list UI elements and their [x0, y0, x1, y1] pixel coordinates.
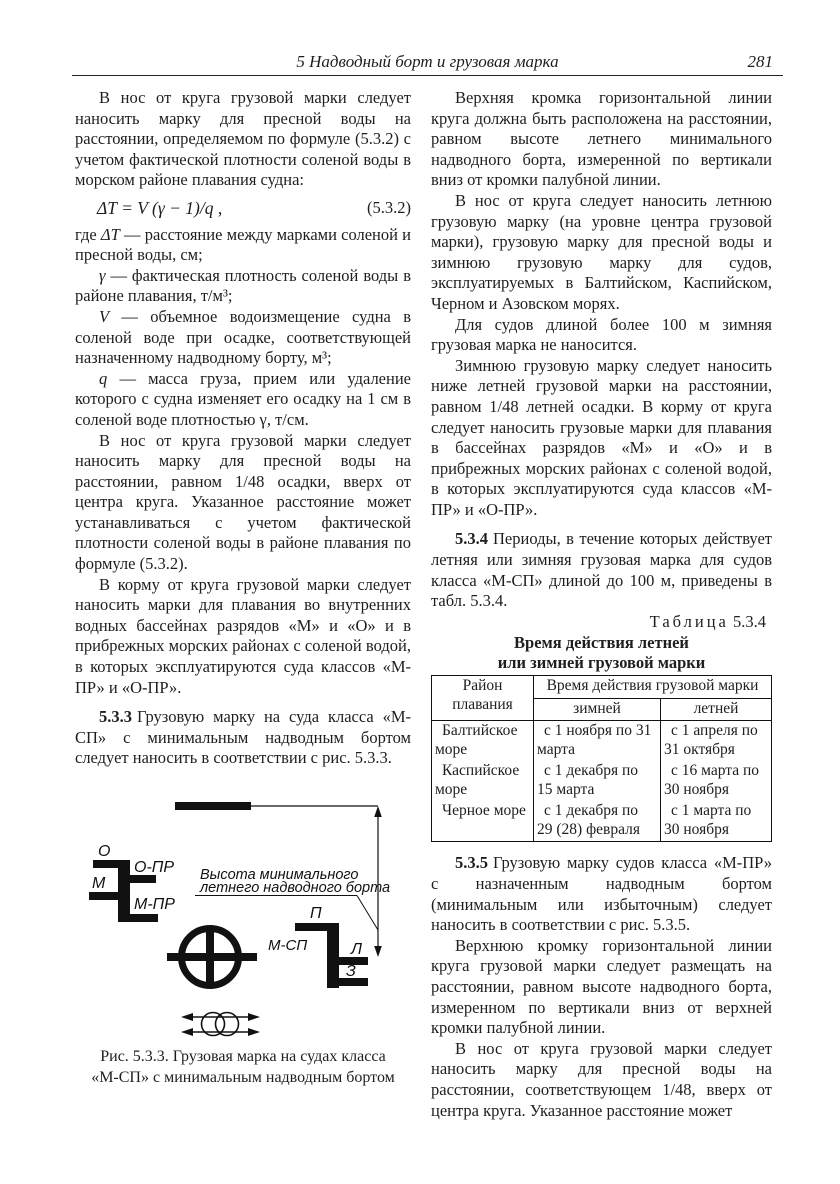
label-o-pr: О-ПР — [134, 859, 175, 876]
o-pr-mark-bar — [130, 875, 156, 883]
dimension-arrow-up — [374, 806, 382, 817]
section-5-3-5 — [431, 853, 772, 935]
m-pr-mark-bar — [130, 914, 158, 922]
section-text: Периоды, в течение которых действует летняя или зимняя грузовая марка для судов класса «М-СП» длиной до 100 м, приведены в табл. 5.3.4. — [431, 529, 772, 611]
figure-5-3-3 — [75, 795, 411, 1047]
section-text: Грузовую марку судов класса «М-ПР» с назначенным надводным бортом (минимальным или избыточным) следует наносить в соответствии с рис. 5.3.5. — [431, 853, 772, 935]
dimension-arrow-down — [374, 946, 382, 957]
left-comb-vertical-bar — [118, 860, 130, 922]
annotation-line-2: летнего надводного борта — [200, 880, 391, 896]
definition-term: q — [99, 368, 108, 388]
formula-expression: ΔT = V (γ − 1)/q , — [97, 197, 223, 218]
load-line-drawing — [75, 795, 411, 1047]
section-5-3-3 — [75, 707, 411, 769]
cell-summer: с 1 апреля по 31 октября — [661, 721, 772, 762]
table-label-word: Таблица — [649, 611, 729, 631]
symbol-arrowhead — [248, 1028, 260, 1036]
cell-winter: с 1 декабря по 29 (28) февраля — [534, 801, 661, 842]
definition-q — [75, 369, 411, 431]
label-p: П — [310, 905, 322, 922]
definition-prefix: где — [75, 224, 101, 244]
definition-v — [75, 307, 411, 369]
table-header-summer: летней — [661, 698, 772, 721]
load-line-vertical-bar — [206, 928, 214, 986]
section-number: 5.3.5 — [455, 853, 488, 873]
definition-text: — объемное водоизмещение судна в соленой воде при осадке, соответствующей назначенному надводному борту, м³; — [75, 306, 411, 368]
page-number: 281 — [747, 52, 773, 71]
figure-caption — [75, 1046, 411, 1088]
paragraph-fresh-water: В нос от круга грузовой марки следует наносить марку для пресной воды на расстоянии, равном 1/48 осадки, вверх от центра круга. Указанное расстояние может устанавливаться с учетом фактической плотности соленой воды в районе плавания по формуле (5.3.2). — [75, 430, 411, 574]
label-z: З — [346, 963, 356, 980]
paragraph-stern: В корму от круга грузовой марки следует наносить марки для плавания во внутренних водных бассейнах разрядов «М» и «О» и в прибрежных морских районах с соленой водой, в которых эксплуатируются суда классов «М-ПР» и «О-ПР». — [75, 574, 411, 697]
formula-number: (5.3.2) — [367, 197, 411, 217]
section-text: Грузовую марку на суда класса «М-СП» с минимальным надводным бортом следует наносить в соответствии с рис. 5.3.3. — [75, 707, 411, 768]
table-header-region: Район плавания — [432, 676, 534, 721]
paragraph-bow: В нос от круга следует наносить летнюю грузовую марку (на уровне центра грузовой марки), грузовую марку для пресной воды и зимнюю грузовую марку для судов, эксплуатируемых в Балтийском, Каспийском, Черном и Азовском морях. — [431, 190, 772, 313]
section-number: 5.3.3 — [99, 707, 132, 727]
table-row — [432, 801, 772, 842]
table-label — [431, 612, 772, 633]
symbol-arrowhead — [248, 1013, 260, 1021]
m-mark-bar — [89, 892, 118, 900]
section-number: 5.3.4 — [455, 529, 488, 549]
cell-summer: с 1 марта по 30 ноября — [661, 801, 772, 842]
cell-winter: с 1 ноября по 31 марта — [534, 721, 661, 762]
paragraph-last: В нос от круга грузовой марки следует наносить марку для пресной воды на расстоянии, соответствующем 1/48, вверх от центра круга. Указанное расстояние может — [431, 1038, 772, 1120]
definition-term: V — [99, 306, 110, 326]
paragraph-winter: Зимнюю грузовую марку следует наносить ниже летней грузовой марки на расстоянии, равном 1/48 летней осадки. В корму от круга следует наносить грузовые марки для плавания в бассейнах разрядов «М» и «О» и в прибрежных морских районах с соленой водой, в которых эксплуатируются суда классов «М-ПР» и «О-ПР». — [431, 355, 772, 519]
label-m-pr: М-ПР — [134, 896, 175, 913]
paragraph-top-edge: Верхняя кромка горизонтальной линии круга должна быть расположена на расстоянии, равном высоте летнего минимального надводного борта, измеренной по вертикали вниз от кромки палубной линии. — [431, 88, 772, 190]
symbol-arrowhead — [181, 1013, 193, 1021]
paragraph-upper-edge: Верхнюю кромку горизонтальной линии круга грузовой марки следует размещать на расстоянии, равном высоте надводного борта, измеренном по вертикали вниз от верхней кромки палубной линии. — [431, 935, 772, 1038]
definition-term: ΔT — [100, 224, 120, 244]
figure-caption-line-2: «М-СП» с минимальным надводным бортом — [91, 1069, 395, 1086]
paragraph-length: Для судов длиной более 100 м зимняя грузовая марка не наносится. — [431, 314, 772, 355]
table-title-line-1: Время действия летней — [514, 633, 689, 653]
cell-region: Черное море — [442, 802, 526, 820]
table-header-winter: зимней — [534, 698, 661, 721]
table-row — [432, 761, 772, 801]
table-row — [432, 721, 772, 762]
load-line-periods-table — [431, 675, 772, 842]
label-m: М — [92, 875, 106, 892]
table-title — [431, 633, 772, 672]
definition-delta-t — [75, 225, 411, 266]
definition-text: — фактическая плотность соленой воды в районе плавания, т/м³; — [75, 265, 411, 306]
annotation-leader-line — [357, 896, 378, 931]
annotation-line-1: Высота минимального — [200, 867, 359, 883]
cell-winter: с 1 декабря по 15 марта — [534, 761, 661, 801]
right-comb-vertical-bar — [327, 923, 339, 988]
o-mark-bar — [93, 860, 118, 868]
section-5-3-4 — [431, 529, 772, 611]
definition-gamma — [75, 266, 411, 307]
paragraph-intro: В нос от круга грузовой марки следует наносить марку для пресной воды на расстоянии, определяемом по формуле (5.3.2) с учетом фактической плотности соленой воды в морском районе плавания судна: — [75, 88, 411, 190]
label-m-sp: М-СП — [268, 937, 308, 954]
cell-summer: с 16 марта по 30 ноября — [661, 761, 772, 801]
definition-text: — масса груза, прием или удаление которого с судна изменяет его осадку на 1 см в соленой воде плотностью γ, т/см. — [75, 368, 411, 429]
definition-text: — расстояние между марками соленой и пресной воды, см; — [75, 224, 412, 265]
symbol-arrowhead — [181, 1028, 193, 1036]
left-column — [75, 88, 411, 769]
definition-term: γ — [99, 265, 106, 285]
table-label-number: 5.3.4 — [733, 611, 766, 631]
table-header-span: Время действия грузовой марки — [534, 676, 772, 699]
page-header — [72, 48, 783, 76]
cell-region: Балтийское море — [435, 722, 518, 758]
p-mark-bar — [295, 923, 339, 931]
cell-region: Каспийское море — [435, 762, 520, 798]
label-o: О — [98, 843, 111, 860]
page-header-title: 5 Надводный борт и грузовая марка — [296, 52, 559, 71]
deck-line-bar — [175, 802, 251, 810]
label-l: Л — [351, 941, 362, 958]
formula-532 — [75, 198, 411, 219]
right-column — [431, 88, 772, 1121]
table-title-line-2: или зимней грузовой марки — [497, 652, 706, 672]
figure-caption-line-1: Рис. 5.3.3. Грузовая марка на судах класса — [100, 1048, 386, 1065]
